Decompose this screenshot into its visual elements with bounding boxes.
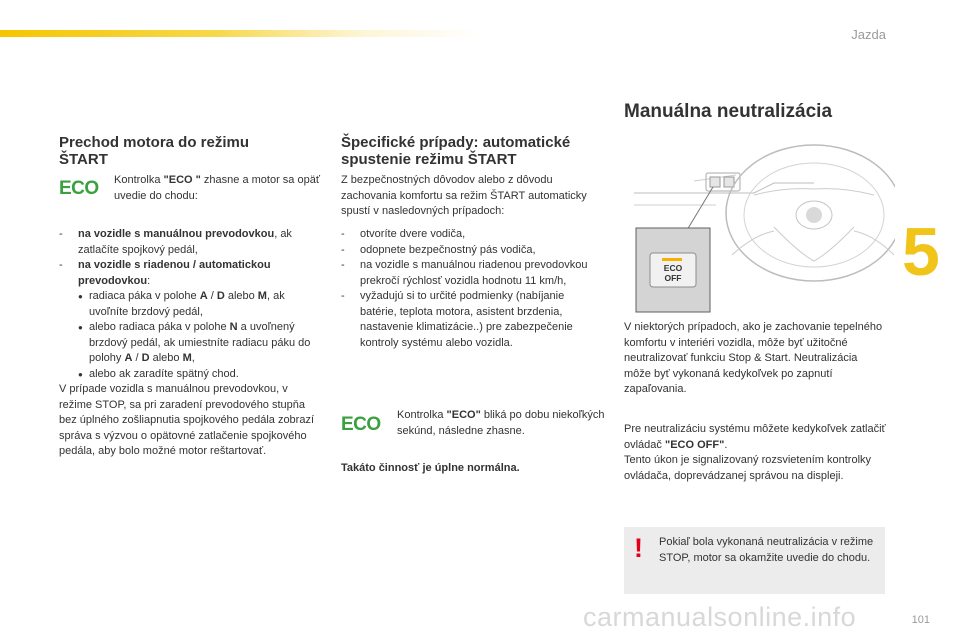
- eco-indicator-icon: ECO: [59, 178, 99, 199]
- list-item: - na vozidle s riadenou / automatickou prevodovkou: ● radiaca páka v polohe A / D alebo M, ak uvoľníte brzdový pedál, ● alebo radiaca páka v polohe N a uvoľnený brzdový pedál, ak umiestníte radiacu páku do polohy A / D alebo M, ● alebo ak zaradíte spätný chod.: [59, 258, 317, 382]
- sub-list-item: ● alebo radiaca páka v polohe N a uvoľnený brzdový pedál, ak umiestníte radiacu páku do polohy A / D alebo M,: [78, 320, 317, 367]
- page-number: 101: [911, 614, 930, 626]
- header-accent-bar: [0, 30, 480, 37]
- section-title-line1: Špecifické prípady: automatické: [341, 134, 571, 151]
- eco-off-instructions: Pre neutralizáciu systému môžete kedykoľvek zatlačiť ovládač "ECO OFF". Tento úkon je signalizovaný rozsvietením kontrolky ovládača, doprevádzanej správou na displeji.: [624, 423, 886, 482]
- warning-text: Pokiaľ bola vykonaná neutralizácia v režime STOP, motor sa okamžite uvedie do chodu.: [659, 536, 874, 564]
- sub-list: [78, 289, 317, 382]
- warning-box: [624, 527, 885, 594]
- section-title-special-cases: [341, 134, 601, 168]
- list-item: - odopnete bezpečnostný pás vodiča,: [341, 243, 601, 259]
- condition-list: [59, 227, 317, 382]
- special-cases-list: [341, 227, 601, 351]
- watermark: carmanualsonline.info: [583, 602, 857, 632]
- list-item: - otvoríte dvere vodiča,: [341, 227, 601, 243]
- section-title-manual-neutralization: Manuálna neutralizácia: [624, 101, 833, 122]
- dashboard-illustration: [624, 135, 895, 313]
- chapter-title: Jazda: [851, 27, 886, 42]
- start-conditions: [59, 227, 317, 460]
- normal-operation-note: Takáto činnosť je úplne normálna.: [341, 462, 520, 474]
- chapter-number-tab: 5: [902, 214, 940, 290]
- list-item: - na vozidle s manuálnou riadenou prevodovkou prekročí rýchlosť vozidla hodnotu 11 km/h,: [341, 258, 601, 289]
- section-title-start: [59, 134, 309, 168]
- eco-off-note: Kontrolka "ECO " zhasne a motor sa opäť uvedie do chodu:: [114, 174, 320, 202]
- warning-exclamation-icon: !: [634, 533, 643, 563]
- section-title-line1: Prechod motora do režimu: [59, 134, 250, 151]
- neutralization-paragraph: V niektorých prípadoch, ako je zachovanie tepelného komfortu v interiéri vozidla, môže byť užitočné neutralizovať funkciu Stop & Start. Neutralizácia môže byť vykonaná kedykoľvek po zapnutí zapaľovania.: [624, 321, 883, 395]
- sub-list-item: ● alebo ak zaradíte spätný chod.: [78, 367, 317, 383]
- special-cases-intro: Z bezpečnostných dôvodov alebo z dôvodu zachovania komfortu sa režim ŠTART automaticky spustí v nasledovných prípadoch:: [341, 174, 587, 217]
- list-item: - na vozidle s manuálnou prevodovkou, ak zatlačíte spojkový pedál,: [59, 227, 317, 258]
- eco-off-button-label: OFF: [664, 273, 682, 283]
- eco-blink-note: Kontrolka "ECO" bliká po dobu niekoľkých sekúnd, následne zhasne.: [397, 409, 605, 437]
- section-title-line2: ŠTART: [59, 151, 108, 168]
- manual-gearbox-paragraph: V prípade vozidla s manuálnou prevodovkou, v režime STOP, sa pri zaradení prevodového stupňa bez úplného zošliapnutia spojkového pedála zobrazí správa s výzvou o opätovné zatlačenie spojkového pedála, aby bolo možné motor reštartovať.: [59, 383, 315, 457]
- sub-list-item: ● radiaca páka v polohe A / D alebo M, ak uvoľníte brzdový pedál,: [78, 289, 317, 320]
- eco-off-button-label: ECO: [663, 263, 683, 273]
- list-item: - vyžadujú si to určité podmienky (nabíjanie batérie, teplota motora, asistent brzdenia, nastavenie klimatizácie..) pre zabezpečenie kontroly systému alebo vozidla.: [341, 289, 601, 351]
- section-title-line2: spustenie režimu ŠTART: [341, 151, 517, 168]
- eco-indicator-icon: ECO: [341, 414, 381, 435]
